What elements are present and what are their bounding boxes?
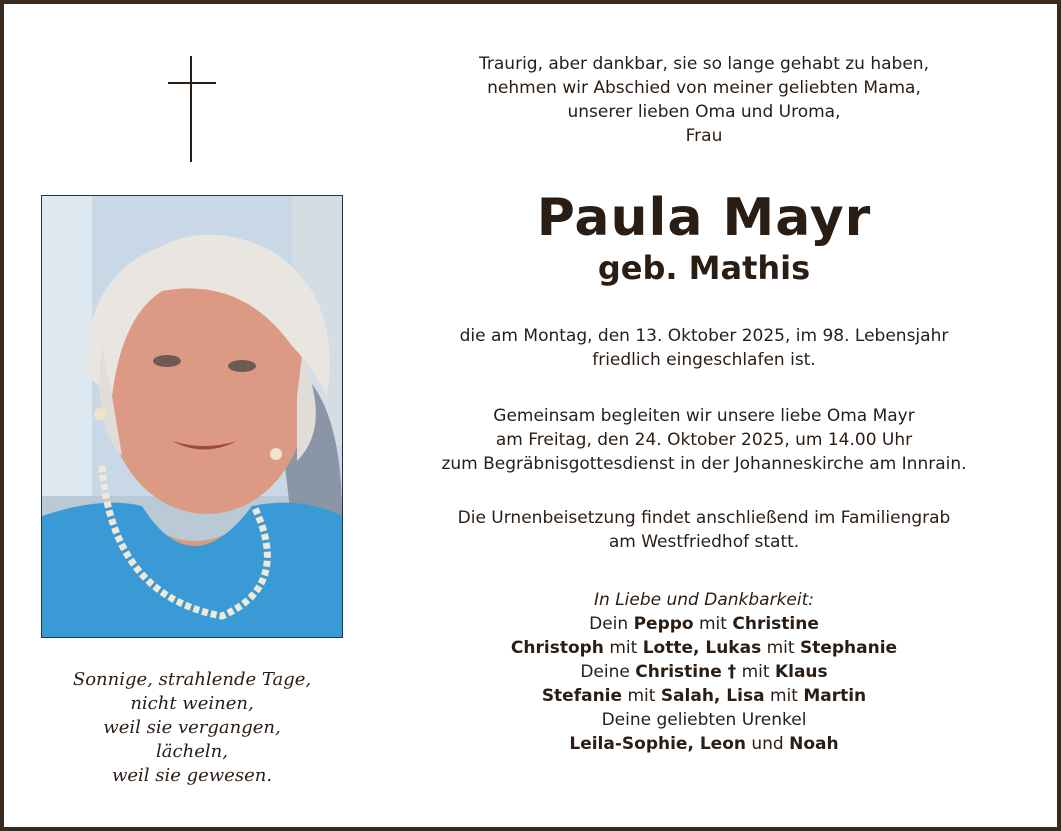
obituary-text <box>374 52 1034 756</box>
poem-line: weil sie vergangen, <box>103 717 281 738</box>
service-line: zum Begräbnisgottesdienst in der Johanneskirche am Innrain. <box>441 454 967 474</box>
poem-line: lächeln, <box>156 741 228 762</box>
service-line: Gemeinsam begleiten wir unsere liebe Oma Mayr <box>493 406 915 426</box>
poem-line: Sonnige, strahlende Tage, <box>72 669 312 690</box>
poem <box>42 668 342 788</box>
service-line: am Freitag, den 24. Oktober 2025, um 14.00 Uhr <box>495 430 913 450</box>
family-line: Dein Peppo mit Christine <box>589 614 819 634</box>
family-line: Stefanie mit Salah, Lisa mit Martin <box>541 686 867 706</box>
poem-line: nicht weinen, <box>130 693 254 714</box>
family-line: Deine geliebten Urenkel <box>601 710 807 730</box>
burial-line: am Westfriedhof statt. <box>608 532 800 552</box>
family-line: Leila-Sophie, Leon und Noah <box>569 734 839 754</box>
intro-line: Frau <box>685 126 723 146</box>
closing-line: In Liebe und Dankbarkeit: <box>594 590 814 610</box>
poem-line: weil sie gewesen. <box>111 765 273 786</box>
intro-line: Traurig, aber dankbar, sie so lange gehabt zu haben, <box>479 54 929 74</box>
cross-icon <box>168 56 216 164</box>
portrait-photo <box>41 195 343 638</box>
family-line: Deine Christine † mit Klaus <box>580 662 828 682</box>
deceased-name: Paula Mayr <box>536 188 872 248</box>
burial-line: Die Urnenbeisetzung findet anschließend im Familiengrab <box>457 508 951 528</box>
intro-line: unserer lieben Oma und Uroma, <box>567 102 841 122</box>
family-line: Christoph mit Lotte, Lukas mit Stephanie <box>510 638 898 658</box>
maiden-name: geb. Mathis <box>597 249 811 287</box>
death-notice-line: die am Montag, den 13. Oktober 2025, im 98. Lebensjahr <box>459 326 949 346</box>
intro-line: nehmen wir Abschied von meiner geliebten Mama, <box>487 78 921 98</box>
death-notice-line: friedlich eingeschlafen ist. <box>592 350 816 370</box>
